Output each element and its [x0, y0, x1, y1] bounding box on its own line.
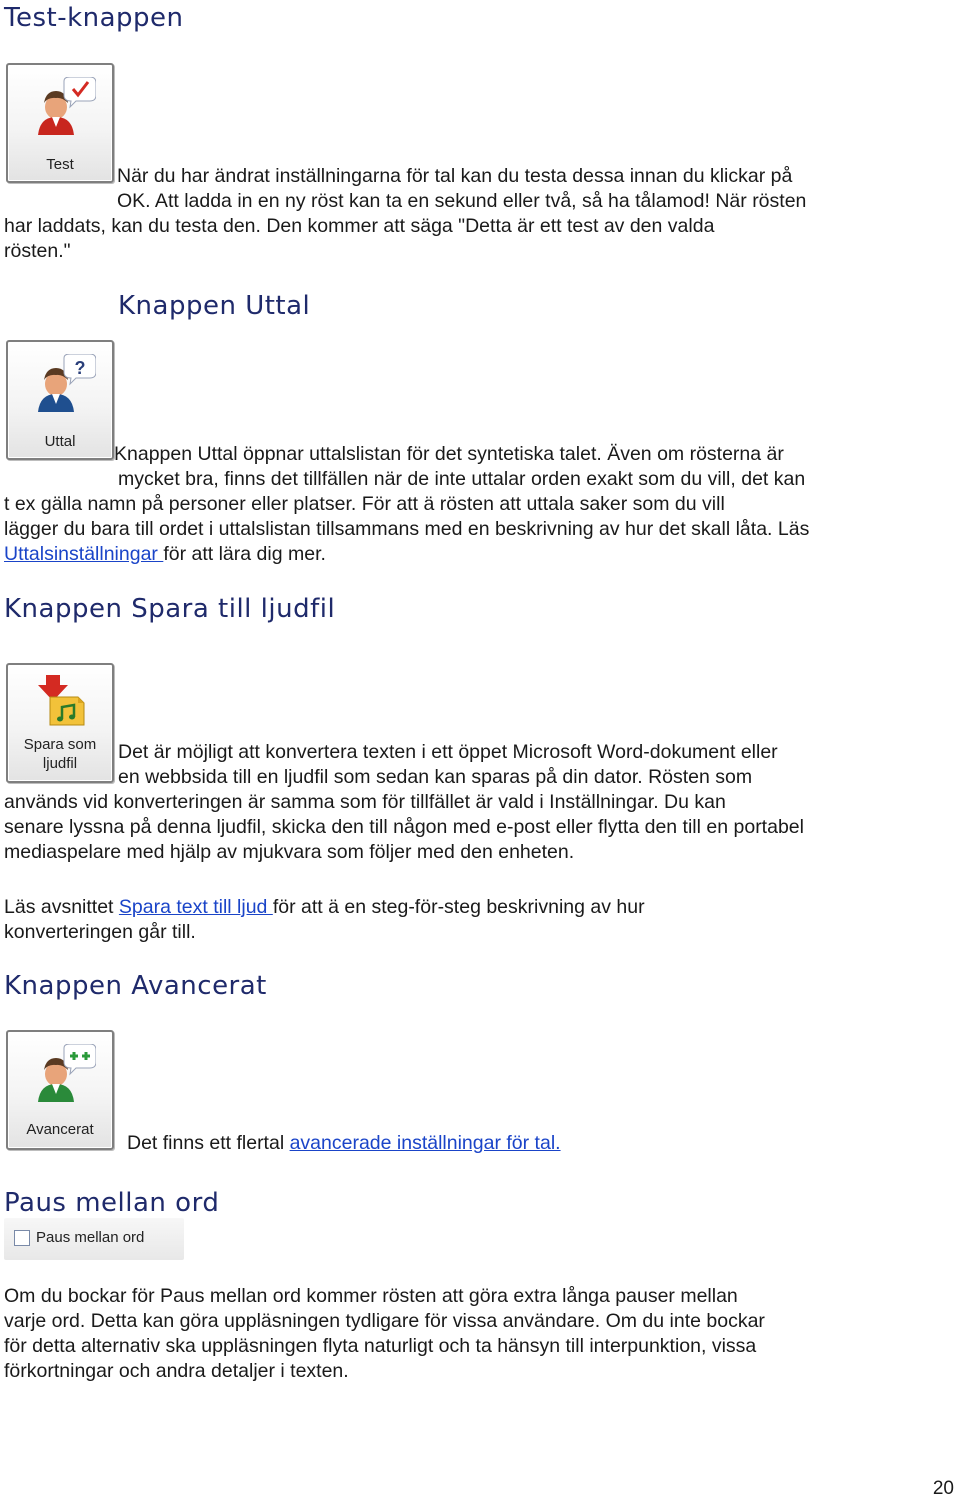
- checkbox-box[interactable]: [14, 1230, 30, 1246]
- heading-test-knappen: Test-knappen: [4, 3, 184, 33]
- person-plus-icon: [34, 1044, 96, 1102]
- link-uttalsinstallningar[interactable]: Uttalsinställningar: [4, 543, 164, 565]
- test-button-label: Test: [46, 156, 74, 173]
- text-line: används vid konverteringen är samma som för tillfället är vald i Inställningar. Du kan: [4, 791, 726, 813]
- paus-mellan-ord-checkbox[interactable]: [4, 1218, 184, 1260]
- paragraph-spara: [4, 740, 954, 865]
- person-check-icon: [34, 77, 96, 135]
- text-line: När du har ändrat inställningarna för tal kan du testa dessa innan du klickar på: [117, 165, 793, 187]
- save-audio-icon: [38, 675, 88, 727]
- text-line: [4, 895, 954, 920]
- text-line: [4, 542, 954, 567]
- text-line: mycket bra, finns det tillfällen när de inte uttalar orden exakt som du vill, det kan: [118, 468, 806, 490]
- link-avancerade-installningar[interactable]: avancerade inställningar för tal.: [289, 1132, 561, 1154]
- page-number: 20: [932, 1478, 954, 1499]
- text-line: mediaspelare med hjälp av mjukvara som följer med den enheten.: [4, 841, 575, 863]
- text-line: Om du bockar för Paus mellan ord kommer rösten att göra extra långa pauser mellan: [4, 1285, 738, 1307]
- link-spara-text-till-ljud[interactable]: Spara text till ljud: [118, 896, 273, 918]
- heading-knappen-spara-till-ljudfil: Knappen Spara till ljudfil: [4, 594, 336, 624]
- text-line: OK. Att ladda in en ny röst kan ta en sekund eller två, så ha tålamod! När rösten: [117, 190, 807, 212]
- heading-knappen-uttal: Knappen Uttal: [118, 291, 311, 321]
- text-line: förkortningar och andra detaljer i texten.: [4, 1360, 349, 1382]
- text-line: lägger du bara till ordet i uttalslistan tillsammans med en beskrivning av hur det skall låta. Läs: [4, 518, 810, 540]
- text-line: varje ord. Detta kan göra uppläsningen tydligare för vissa användare. Om du inte bockar: [4, 1310, 765, 1332]
- paragraph-test: [4, 164, 954, 264]
- text-before-link: Läs avsnittet: [4, 896, 119, 918]
- uttal-button-label: Uttal: [44, 433, 76, 450]
- text-line: t ex gälla namn på personer eller platser. För att ä rösten att uttala saker som du vill: [4, 493, 725, 515]
- text-line: konverteringen går till.: [4, 921, 196, 943]
- svg-text:?: ?: [74, 358, 86, 378]
- person-question-icon: [34, 354, 96, 412]
- text-line: senare lyssna på denna ljudfil, skicka den till någon med e-post eller flytta den till en portabel: [4, 816, 804, 838]
- paragraph-spara-2: [4, 895, 954, 945]
- text-before-link: Det finns ett flertal: [127, 1132, 290, 1154]
- text-line: Knappen Uttal öppnar uttalslistan för det syntetiska talet. Även om rösterna är: [114, 443, 784, 465]
- heading-knappen-avancerat: Knappen Avancerat: [4, 971, 267, 1001]
- text-line: en webbsida till en ljudfil som sedan kan sparas på din dator. Rösten som: [118, 766, 753, 788]
- text-line: rösten.": [4, 240, 71, 262]
- heading-paus-mellan-ord: Paus mellan ord: [4, 1188, 220, 1218]
- spara-button-label-2: ljudfil: [42, 755, 78, 772]
- text-line: har laddats, kan du testa den. Den kommer att säga "Detta är ett test av den valda: [4, 215, 715, 237]
- text-line: för detta alternativ ska uppläsningen flyta naturligt och ta hänsyn till interpunktion, vissa: [4, 1335, 757, 1357]
- avancerat-button-image: [6, 1030, 114, 1150]
- avancerat-button-label: Avancerat: [26, 1121, 94, 1138]
- paragraph-uttal: [4, 442, 954, 567]
- checkbox-label: Paus mellan ord: [36, 1229, 145, 1246]
- text-line: Det är möjligt att konvertera texten i ett öppet Microsoft Word-dokument eller: [118, 741, 778, 763]
- spara-button-label-1: Spara som: [23, 736, 97, 753]
- text-line: [127, 1131, 947, 1156]
- paragraph-avancerat: [127, 1131, 947, 1156]
- text-after-link: för att lära dig mer.: [163, 543, 326, 565]
- paragraph-paus: [4, 1284, 954, 1384]
- text-after-link: för att ä en steg-för-steg beskrivning av hur: [272, 896, 645, 918]
